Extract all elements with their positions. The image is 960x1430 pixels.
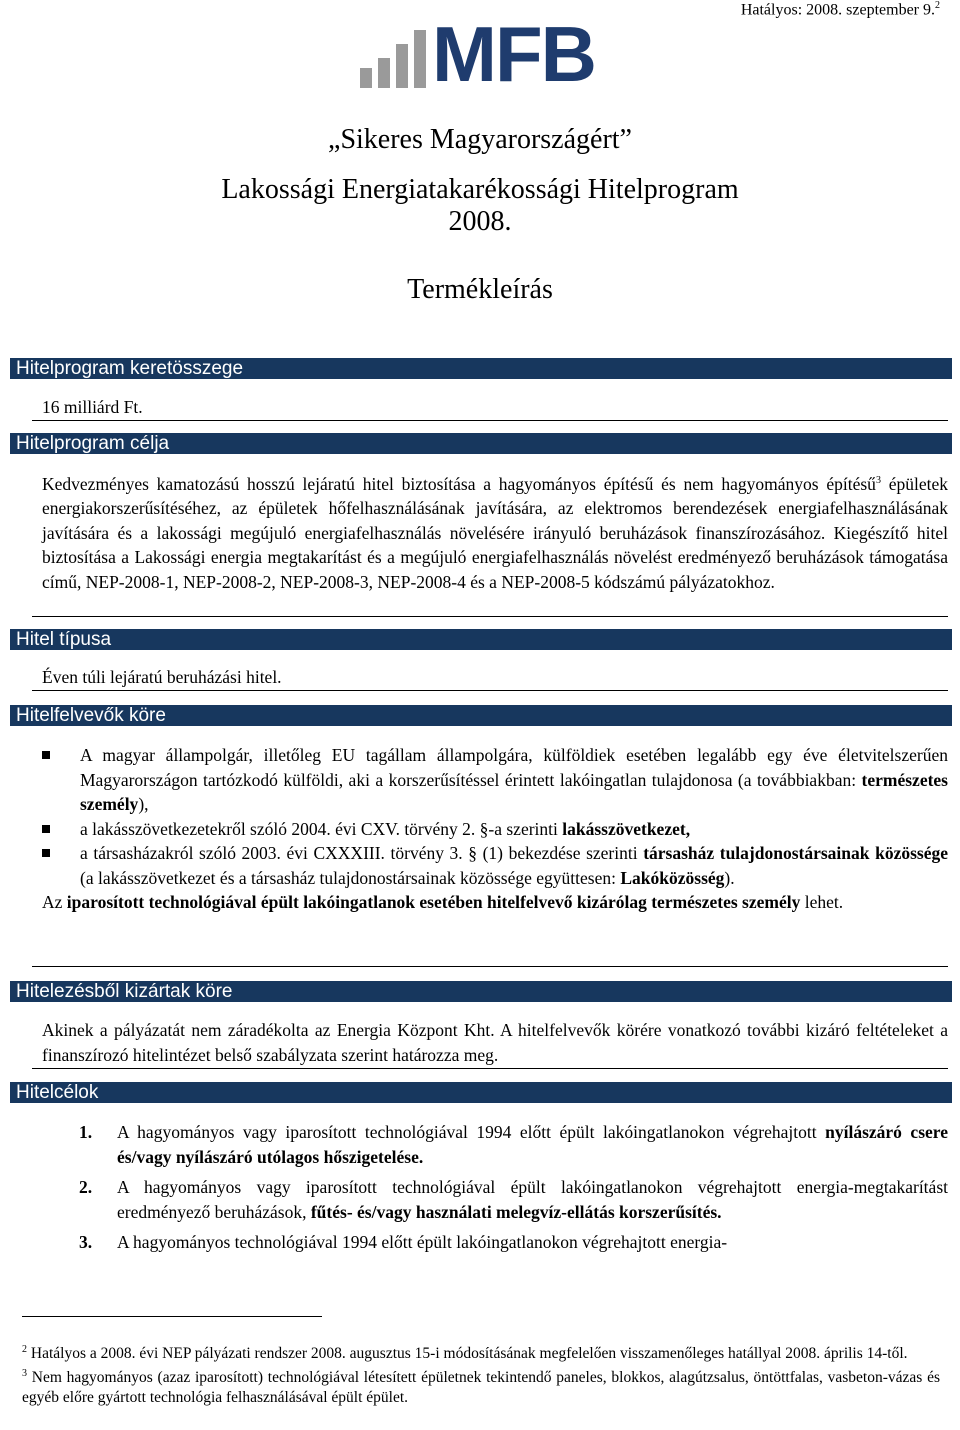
title-slogan: „Sikeres Magyarországért” bbox=[328, 124, 632, 155]
loan-goals-content bbox=[42, 1120, 948, 1261]
borrowers-note: Az iparosított technológiával épült lakóingatlanok esetében hitelfelvevő kizárólag természetes személy lehet. bbox=[42, 892, 844, 912]
logo-bar bbox=[396, 44, 408, 88]
list-item: 2. A hagyományos vagy iparosított technológiával épült lakóingatlanokon végrehajtott energia-megtakarítást eredményező beruházások, fűtés- és/vagy használati melegvíz-ellátás korszerűsítés. bbox=[79, 1177, 948, 1222]
divider bbox=[32, 616, 948, 617]
footnotes bbox=[22, 1340, 940, 1408]
mfb-logo bbox=[360, 10, 610, 98]
list-item: 1. A hagyományos vagy iparosított technológiával 1994 előtt épült lakóingatlanokon végrehajtott nyílászáró csere és/vagy nyílászáró utólagos hőszigetelése. bbox=[79, 1122, 948, 1167]
section-heading-budget: Hitelprogram keretösszege bbox=[10, 358, 952, 379]
effective-date: Hatályos: 2008. szeptember 9.$^2$ bbox=[740, 0, 940, 19]
excluded-text: Akinek a pályázatát nem záradékolta az Energia Központ Kht. A hitelfelvevők körére vonatkozó további kizáró feltételeket a finanszírozó hitelintézet belső szabályzata szerint határozza meg. bbox=[42, 1020, 948, 1065]
budget-value: 16 milliárd Ft. bbox=[42, 397, 143, 417]
list-item: 3. A hagyományos technológiával 1994 előtt épült lakóingatlanokon végrehajtott energia- bbox=[79, 1232, 728, 1252]
title-year: 2008. bbox=[448, 206, 512, 237]
footnote-ref: 2 bbox=[935, 0, 940, 11]
borrowers-content bbox=[42, 743, 948, 915]
logo-bar bbox=[378, 58, 390, 88]
section-heading-borrowers: Hitelfelvevők köre bbox=[10, 705, 952, 726]
section-heading-excluded: Hitelezésből kizártak köre bbox=[10, 981, 952, 1002]
divider bbox=[32, 690, 948, 691]
section-heading-loan-goals: Hitelcélok bbox=[10, 1082, 952, 1103]
logo-bar bbox=[414, 30, 426, 88]
logo-bar bbox=[360, 68, 372, 88]
footnote-separator bbox=[22, 1316, 322, 1317]
footnote-ref: 3 bbox=[875, 475, 881, 486]
title-product-description: Termékleírás bbox=[407, 274, 553, 305]
borrowers-list bbox=[42, 743, 948, 890]
list-item: a lakásszövetkezetekről szóló 2004. évi CXV. törvény 2. §-a szerinti lakásszövetkezet, bbox=[42, 817, 948, 842]
logo-wordmark: MFB bbox=[432, 10, 595, 98]
list-item: A magyar állampolgár, illetőleg EU tagállam állampolgára, külföldiek esetében legalább egy éve életvitelszerűen Magyarországon tartózkodó külföldi, aki a korszerűsítéssel érintett lakóingatlan tulajdonosa (a továbbiakban: természetes személy), bbox=[42, 743, 948, 817]
section-heading-loan-type: Hitel típusa bbox=[10, 629, 952, 650]
footnote-3: $^3$ Nem hagyományos (azaz iparosított) technológiával létesített épületnek tekintendő paneles, blokkos, alagútzsalus, öntöttfalas, vasbeton-vázas és egyéb előre gyártott technológia felhasználásával épült épület. bbox=[22, 1368, 940, 1407]
list-item: a társasházakról szóló 2003. évi CXXXIII. törvény 3. § (1) bekezdése szerinti társasház tulajdonostársainak közössége (a lakásszövetkezet és a társasház tulajdonostársainak közössége együttesen: Lakóközösség). bbox=[42, 841, 948, 890]
divider bbox=[32, 1068, 948, 1069]
purpose-text: Kedvezményes kamatozású hosszú lejáratú hitel biztosítása a hagyományos építésű és nem hagyományos építésű$^3$ épületek energiakorszerűsítéséhez, az épületek hőfelhasználásának javítására, az elektromos berendezések energiafelhasználásának javítására és a lakossági megújuló energiafelhasználás növelésére irányuló beruházások finanszírozásához. Kiegészítő hitel biztosítása a Lakossági energia megtakarítást és a megújuló energiafelhasználás növelést eredményező beruházások támogatása című, NEP-2008-1, NEP-2008-2, NEP-2008-3, NEP-2008-4 és a NEP-2008-5 kódszámú pályázatokhoz. bbox=[42, 473, 948, 592]
divider bbox=[32, 966, 948, 967]
loan-goals-list bbox=[42, 1120, 948, 1255]
loan-type-text: Éven túli lejáratú beruházási hitel. bbox=[42, 667, 282, 687]
title-program: Lakossági Energiatakarékossági Hitelprogram bbox=[221, 174, 739, 205]
footnote-2: $^2$ Hatályos a 2008. évi NEP pályázati rendszer 2008. augusztus 15-i módosításának megfelelően visszamenőleges hatállyal 2008. április 14-től. bbox=[22, 1344, 908, 1363]
section-heading-purpose: Hitelprogram célja bbox=[10, 433, 952, 454]
divider bbox=[32, 420, 948, 421]
